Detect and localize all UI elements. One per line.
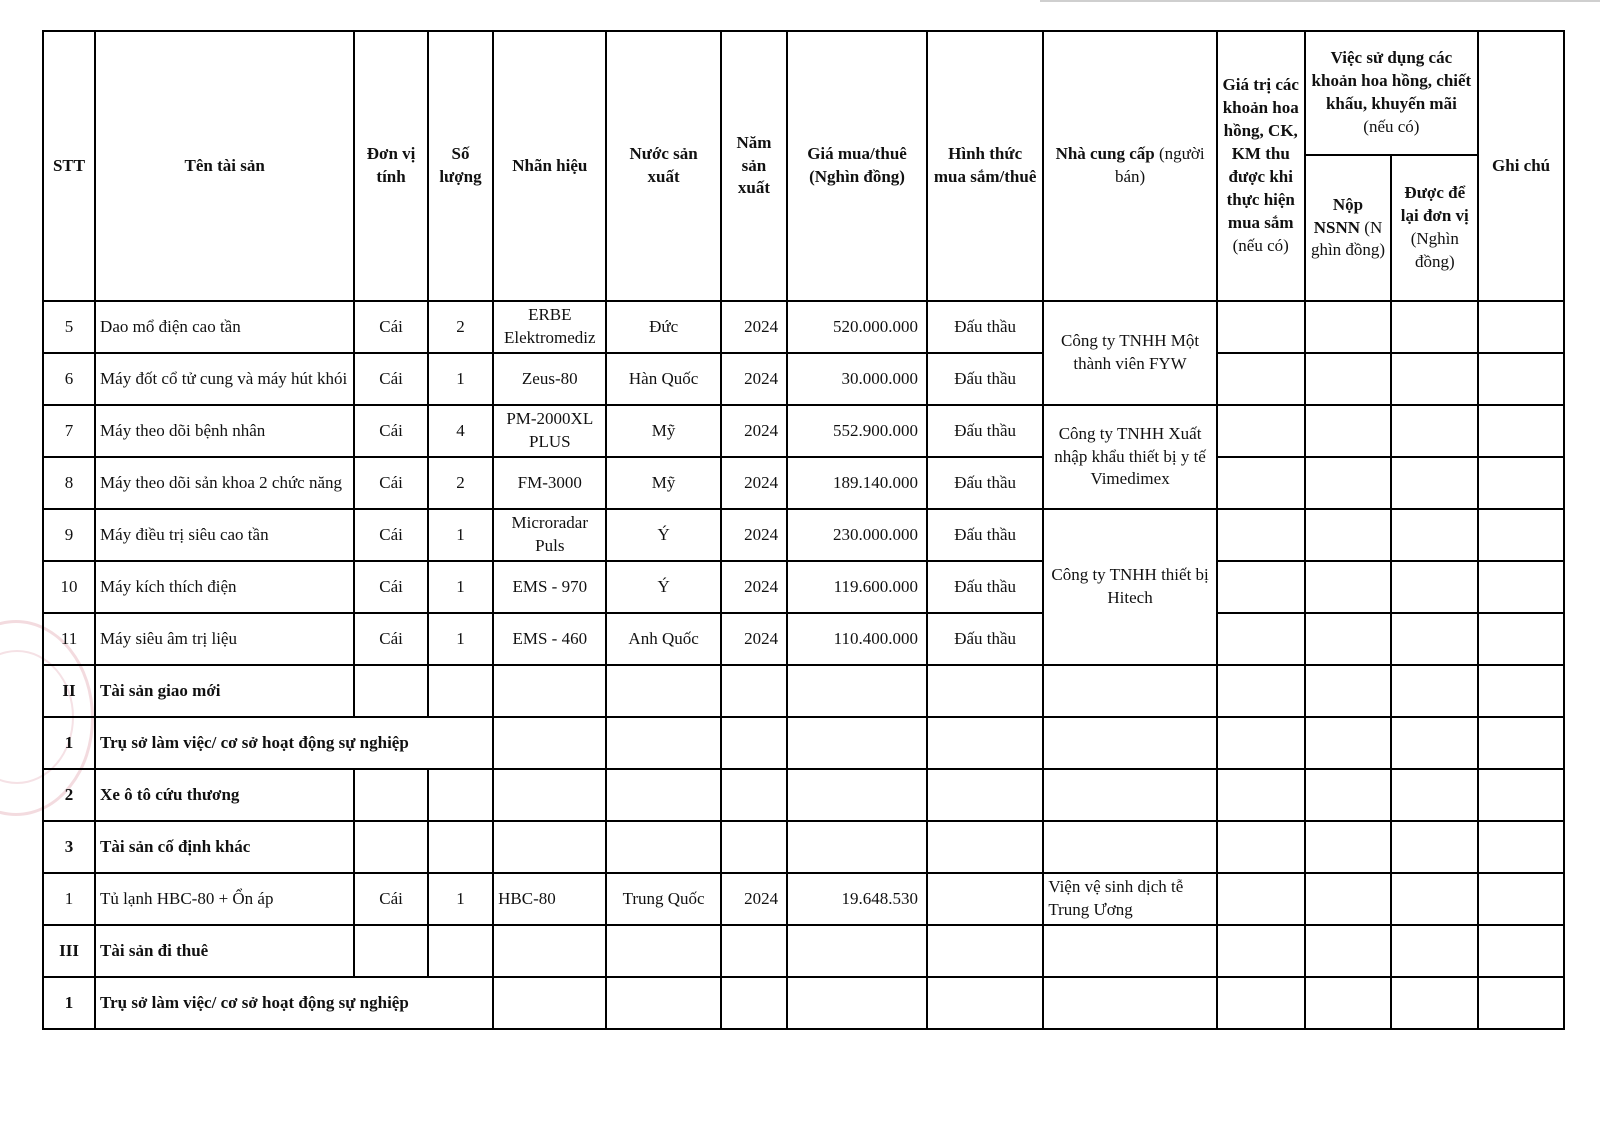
cell-qty: 2	[428, 457, 493, 509]
cell-year: 2024	[721, 873, 787, 925]
header-year: Năm sản xuất	[721, 31, 787, 301]
table-row	[43, 613, 1564, 665]
cell-state-budget	[1305, 613, 1392, 665]
cell-supplier: Công ty TNHH thiết bị Hitech	[1043, 509, 1217, 665]
header-retained	[1391, 155, 1478, 301]
cell-commission	[1217, 405, 1305, 457]
header-retained-note: (Nghìn đồng)	[1410, 229, 1459, 271]
header-retained-bold: Được để lại đơn vị	[1400, 183, 1469, 226]
cell-name: Máy kích thích điện	[95, 561, 354, 613]
cell-notes	[1478, 301, 1564, 353]
cell-country: Anh Quốc	[606, 613, 720, 665]
header-country: Nước sản xuất	[606, 31, 720, 301]
cell-price: 552.900.000	[787, 405, 927, 457]
cell-country: Ý	[606, 561, 720, 613]
cell-stt: 11	[43, 613, 95, 665]
cell-retained	[1391, 301, 1478, 353]
table-row	[43, 561, 1564, 613]
cell-qty: 1	[428, 509, 493, 561]
cell-stt: II	[43, 665, 95, 717]
cell-year: 2024	[721, 301, 787, 353]
section-row	[43, 925, 1564, 977]
cell-name: Dao mổ điện cao tần	[95, 301, 354, 353]
cell-name: Máy theo dõi bệnh nhân	[95, 405, 354, 457]
cell-country: Ý	[606, 509, 720, 561]
cell-retained	[1391, 509, 1478, 561]
cell-method	[927, 873, 1043, 925]
cell-year: 2024	[721, 457, 787, 509]
cell-year: 2024	[721, 613, 787, 665]
header-quantity: Số lượng	[428, 31, 493, 301]
cell-commission	[1217, 301, 1305, 353]
cell-method: Đấu thầu	[927, 561, 1043, 613]
header-supplier-note: (người bán)	[1114, 144, 1205, 186]
cell-name: Máy siêu âm trị liệu	[95, 613, 354, 665]
cell-brand: EMS - 970	[493, 561, 606, 613]
cell-method: Đấu thầu	[927, 353, 1043, 405]
cell-brand: ERBE Elektromediz	[493, 301, 606, 353]
cell-brand: FM-3000	[493, 457, 606, 509]
cell-price: 230.000.000	[787, 509, 927, 561]
header-commission-value	[1217, 31, 1305, 301]
cell-country: Mỹ	[606, 457, 720, 509]
cell-method: Đấu thầu	[927, 405, 1043, 457]
cell-qty: 1	[428, 561, 493, 613]
cell-stt: 8	[43, 457, 95, 509]
cell-unit: Cái	[354, 457, 427, 509]
header-commission-usage	[1305, 31, 1479, 155]
header-usage-bold: Việc sử dụng các khoản hoa hồng, chiết khấu, khuyến mãi	[1311, 48, 1472, 113]
cell-unit: Cái	[354, 613, 427, 665]
cell-retained	[1391, 613, 1478, 665]
header-price: Giá mua/thuê (Nghìn đồng)	[787, 31, 927, 301]
header-state-budget	[1305, 155, 1392, 301]
section-title: Trụ sở làm việc/ cơ sở hoạt động sự nghiệp	[95, 717, 493, 769]
cell-stt: 1	[43, 717, 95, 769]
cell-year: 2024	[721, 561, 787, 613]
cell-brand: HBC-80	[493, 873, 606, 925]
cell-stt: 3	[43, 821, 95, 873]
cell-method: Đấu thầu	[927, 301, 1043, 353]
cell-method: Đấu thầu	[927, 457, 1043, 509]
cell-retained	[1391, 457, 1478, 509]
header-unit: Đơn vị tính	[354, 31, 427, 301]
cell-stt: 1	[43, 977, 95, 1029]
cell-price: 30.000.000	[787, 353, 927, 405]
cell-notes	[1478, 509, 1564, 561]
cell-state-budget	[1305, 561, 1392, 613]
cell-stt: 10	[43, 561, 95, 613]
cell-year: 2024	[721, 405, 787, 457]
cell-notes	[1478, 561, 1564, 613]
cell-country: Đức	[606, 301, 720, 353]
section-title: Xe ô tô cứu thương	[95, 769, 354, 821]
cell-brand: PM-2000XL PLUS	[493, 405, 606, 457]
cell-price: 119.600.000	[787, 561, 927, 613]
header-supplier	[1043, 31, 1217, 301]
cell-name: Máy đốt cổ tử cung và máy hút khói	[95, 353, 354, 405]
cell-unit: Cái	[354, 561, 427, 613]
cell-retained	[1391, 353, 1478, 405]
cell-unit: Cái	[354, 873, 427, 925]
asset-purchase-table	[42, 30, 1565, 1030]
header-state-budget-bold: Nộp NSNN	[1313, 194, 1364, 237]
table-row	[43, 405, 1564, 457]
table-row	[43, 873, 1564, 925]
cell-qty: 1	[428, 613, 493, 665]
cell-stt: 1	[43, 873, 95, 925]
header-brand: Nhãn hiệu	[493, 31, 606, 301]
cell-brand: Zeus-80	[493, 353, 606, 405]
table-row	[43, 457, 1564, 509]
cell-stt: 7	[43, 405, 95, 457]
cell-method: Đấu thầu	[927, 613, 1043, 665]
cell-unit: Cái	[354, 405, 427, 457]
cell-supplier: Công ty TNHH Một thành viên FYW	[1043, 301, 1217, 405]
section-title: Tài sản giao mới	[95, 665, 354, 717]
cell-state-budget	[1305, 353, 1392, 405]
scan-edge-line	[1040, 0, 1600, 2]
cell-year: 2024	[721, 509, 787, 561]
cell-state-budget	[1305, 457, 1392, 509]
table-row	[43, 353, 1564, 405]
cell-brand: EMS - 460	[493, 613, 606, 665]
cell-stt: 2	[43, 769, 95, 821]
cell-supplier: Công ty TNHH Xuất nhập khẩu thiết bị y tế Vimedimex	[1043, 405, 1217, 509]
header-state-budget-note: (N ghìn đồng)	[1310, 217, 1386, 260]
cell-notes	[1478, 405, 1564, 457]
header-asset-name: Tên tài sản	[95, 31, 354, 301]
cell-qty: 1	[428, 873, 493, 925]
cell-qty: 2	[428, 301, 493, 353]
header-row	[43, 31, 1564, 155]
section-row	[43, 977, 1564, 1029]
cell-name: Máy theo dõi sản khoa 2 chức năng	[95, 457, 354, 509]
cell-notes	[1478, 613, 1564, 665]
header-stt: STT	[43, 31, 95, 301]
cell-price: 19.648.530	[787, 873, 927, 925]
header-commission-bold: Giá trị các khoản hoa hồng, CK, KM thu được khi thực hiện mua sắm	[1222, 75, 1299, 232]
cell-qty: 4	[428, 405, 493, 457]
cell-state-budget	[1305, 301, 1392, 353]
section-row	[43, 821, 1564, 873]
cell-country: Trung Quốc	[606, 873, 720, 925]
cell-price: 520.000.000	[787, 301, 927, 353]
section-row	[43, 665, 1564, 717]
table-row	[43, 509, 1564, 561]
cell-state-budget	[1305, 405, 1392, 457]
table-row	[43, 301, 1564, 353]
cell-unit: Cái	[354, 509, 427, 561]
cell-commission	[1217, 613, 1305, 665]
cell-unit: Cái	[354, 301, 427, 353]
cell-qty: 1	[428, 353, 493, 405]
cell-commission	[1217, 353, 1305, 405]
section-title: Tài sản đi thuê	[95, 925, 354, 977]
section-title: Trụ sở làm việc/ cơ sở hoạt động sự nghiệp	[95, 977, 493, 1029]
cell-stt: 6	[43, 353, 95, 405]
header-supplier-bold: Nhà cung cấp	[1055, 144, 1155, 164]
cell-commission	[1217, 509, 1305, 561]
cell-stt: 5	[43, 301, 95, 353]
cell-notes	[1478, 353, 1564, 405]
cell-retained	[1391, 561, 1478, 613]
section-title: Tài sản cố định khác	[95, 821, 354, 873]
header-commission-note: (nếu có)	[1232, 235, 1289, 255]
cell-country: Hàn Quốc	[606, 353, 720, 405]
section-row	[43, 769, 1564, 821]
cell-price: 110.400.000	[787, 613, 927, 665]
cell-name: Máy điều trị siêu cao tần	[95, 509, 354, 561]
cell-country: Mỹ	[606, 405, 720, 457]
cell-stt: 9	[43, 509, 95, 561]
cell-year: 2024	[721, 353, 787, 405]
cell-commission	[1217, 561, 1305, 613]
header-notes: Ghi chú	[1478, 31, 1564, 301]
cell-state-budget	[1305, 509, 1392, 561]
cell-stt: III	[43, 925, 95, 977]
cell-brand: Microradar Puls	[493, 509, 606, 561]
header-usage-note: (nếu có)	[1363, 116, 1420, 136]
cell-unit: Cái	[354, 353, 427, 405]
cell-notes	[1478, 457, 1564, 509]
cell-supplier: Viện vệ sinh dịch tễ Trung Ương	[1043, 873, 1217, 925]
cell-method: Đấu thầu	[927, 509, 1043, 561]
cell-price: 189.140.000	[787, 457, 927, 509]
header-method: Hình thức mua sắm/thuê	[927, 31, 1043, 301]
cell-name: Tủ lạnh HBC-80 + Ổn áp	[95, 873, 354, 925]
cell-retained	[1391, 405, 1478, 457]
section-row	[43, 717, 1564, 769]
cell-commission	[1217, 457, 1305, 509]
